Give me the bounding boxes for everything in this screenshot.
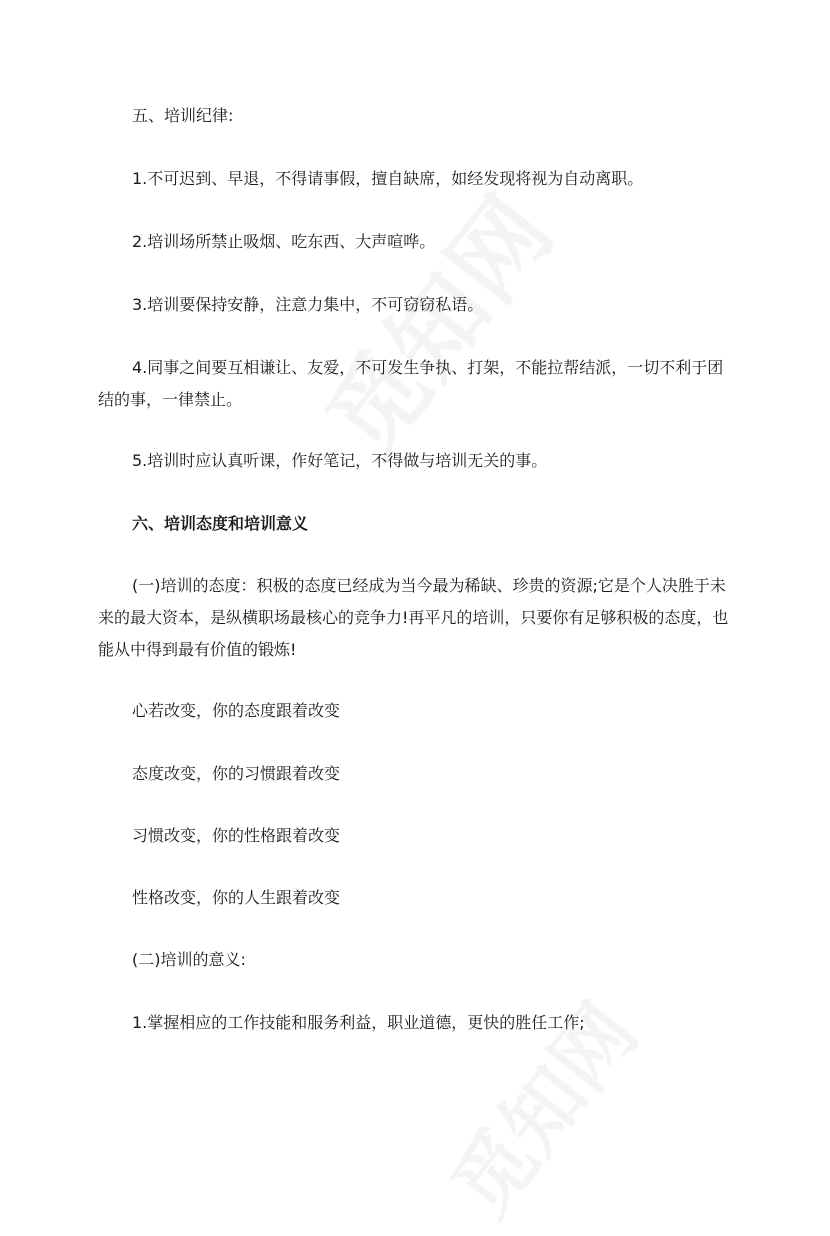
habit-change-line: 习惯改变，你的性格跟着改变 [132,826,341,845]
section-5-title: 五、培训纪律: [132,106,234,125]
attitude-paragraph: (一)培训的态度：积极的态度已经成为当今最为稀缺、珍贵的资源;它是个人决胜于未来的最大资本，是纵横职场最核心的竞争力!再平凡的培训，只要你有足够积极的态度，也能从中得到最有价值的锻炼! [98,576,729,659]
rule-3: 3.培训要保持安静，注意力集中，不可窃窃私语。 [132,295,484,314]
rule-1: 1.不可迟到、早退，不得请事假，擅自缺席，如经发现将视为自动离职。 [132,169,644,188]
character-change-line: 性格改变，你的人生跟着改变 [132,888,341,907]
meaning-item-1: 1.掌握相应的工作技能和服务利益，职业道德，更快的胜任工作; [132,1013,585,1032]
rule-5: 5.培训时应认真听课，作好笔记，不得做与培训无关的事。 [132,451,548,470]
rule-2: 2.培训场所禁止吸烟、吃东西、大声喧哗。 [132,232,436,251]
meaning-title: (二)培训的意义: [132,950,246,969]
attitude-change-line: 态度改变，你的习惯跟着改变 [132,764,341,783]
section-6-title: 六、培训态度和培训意义 [132,514,309,533]
rule-4: 4.同事之间要互相谦让、友爱，不可发生争执、打架，不能拉帮结派，一切不利于团结的事，一律禁止。 [98,358,724,409]
watermark [290,163,579,479]
heart-change-line: 心若改变，你的态度跟着改变 [132,701,341,720]
